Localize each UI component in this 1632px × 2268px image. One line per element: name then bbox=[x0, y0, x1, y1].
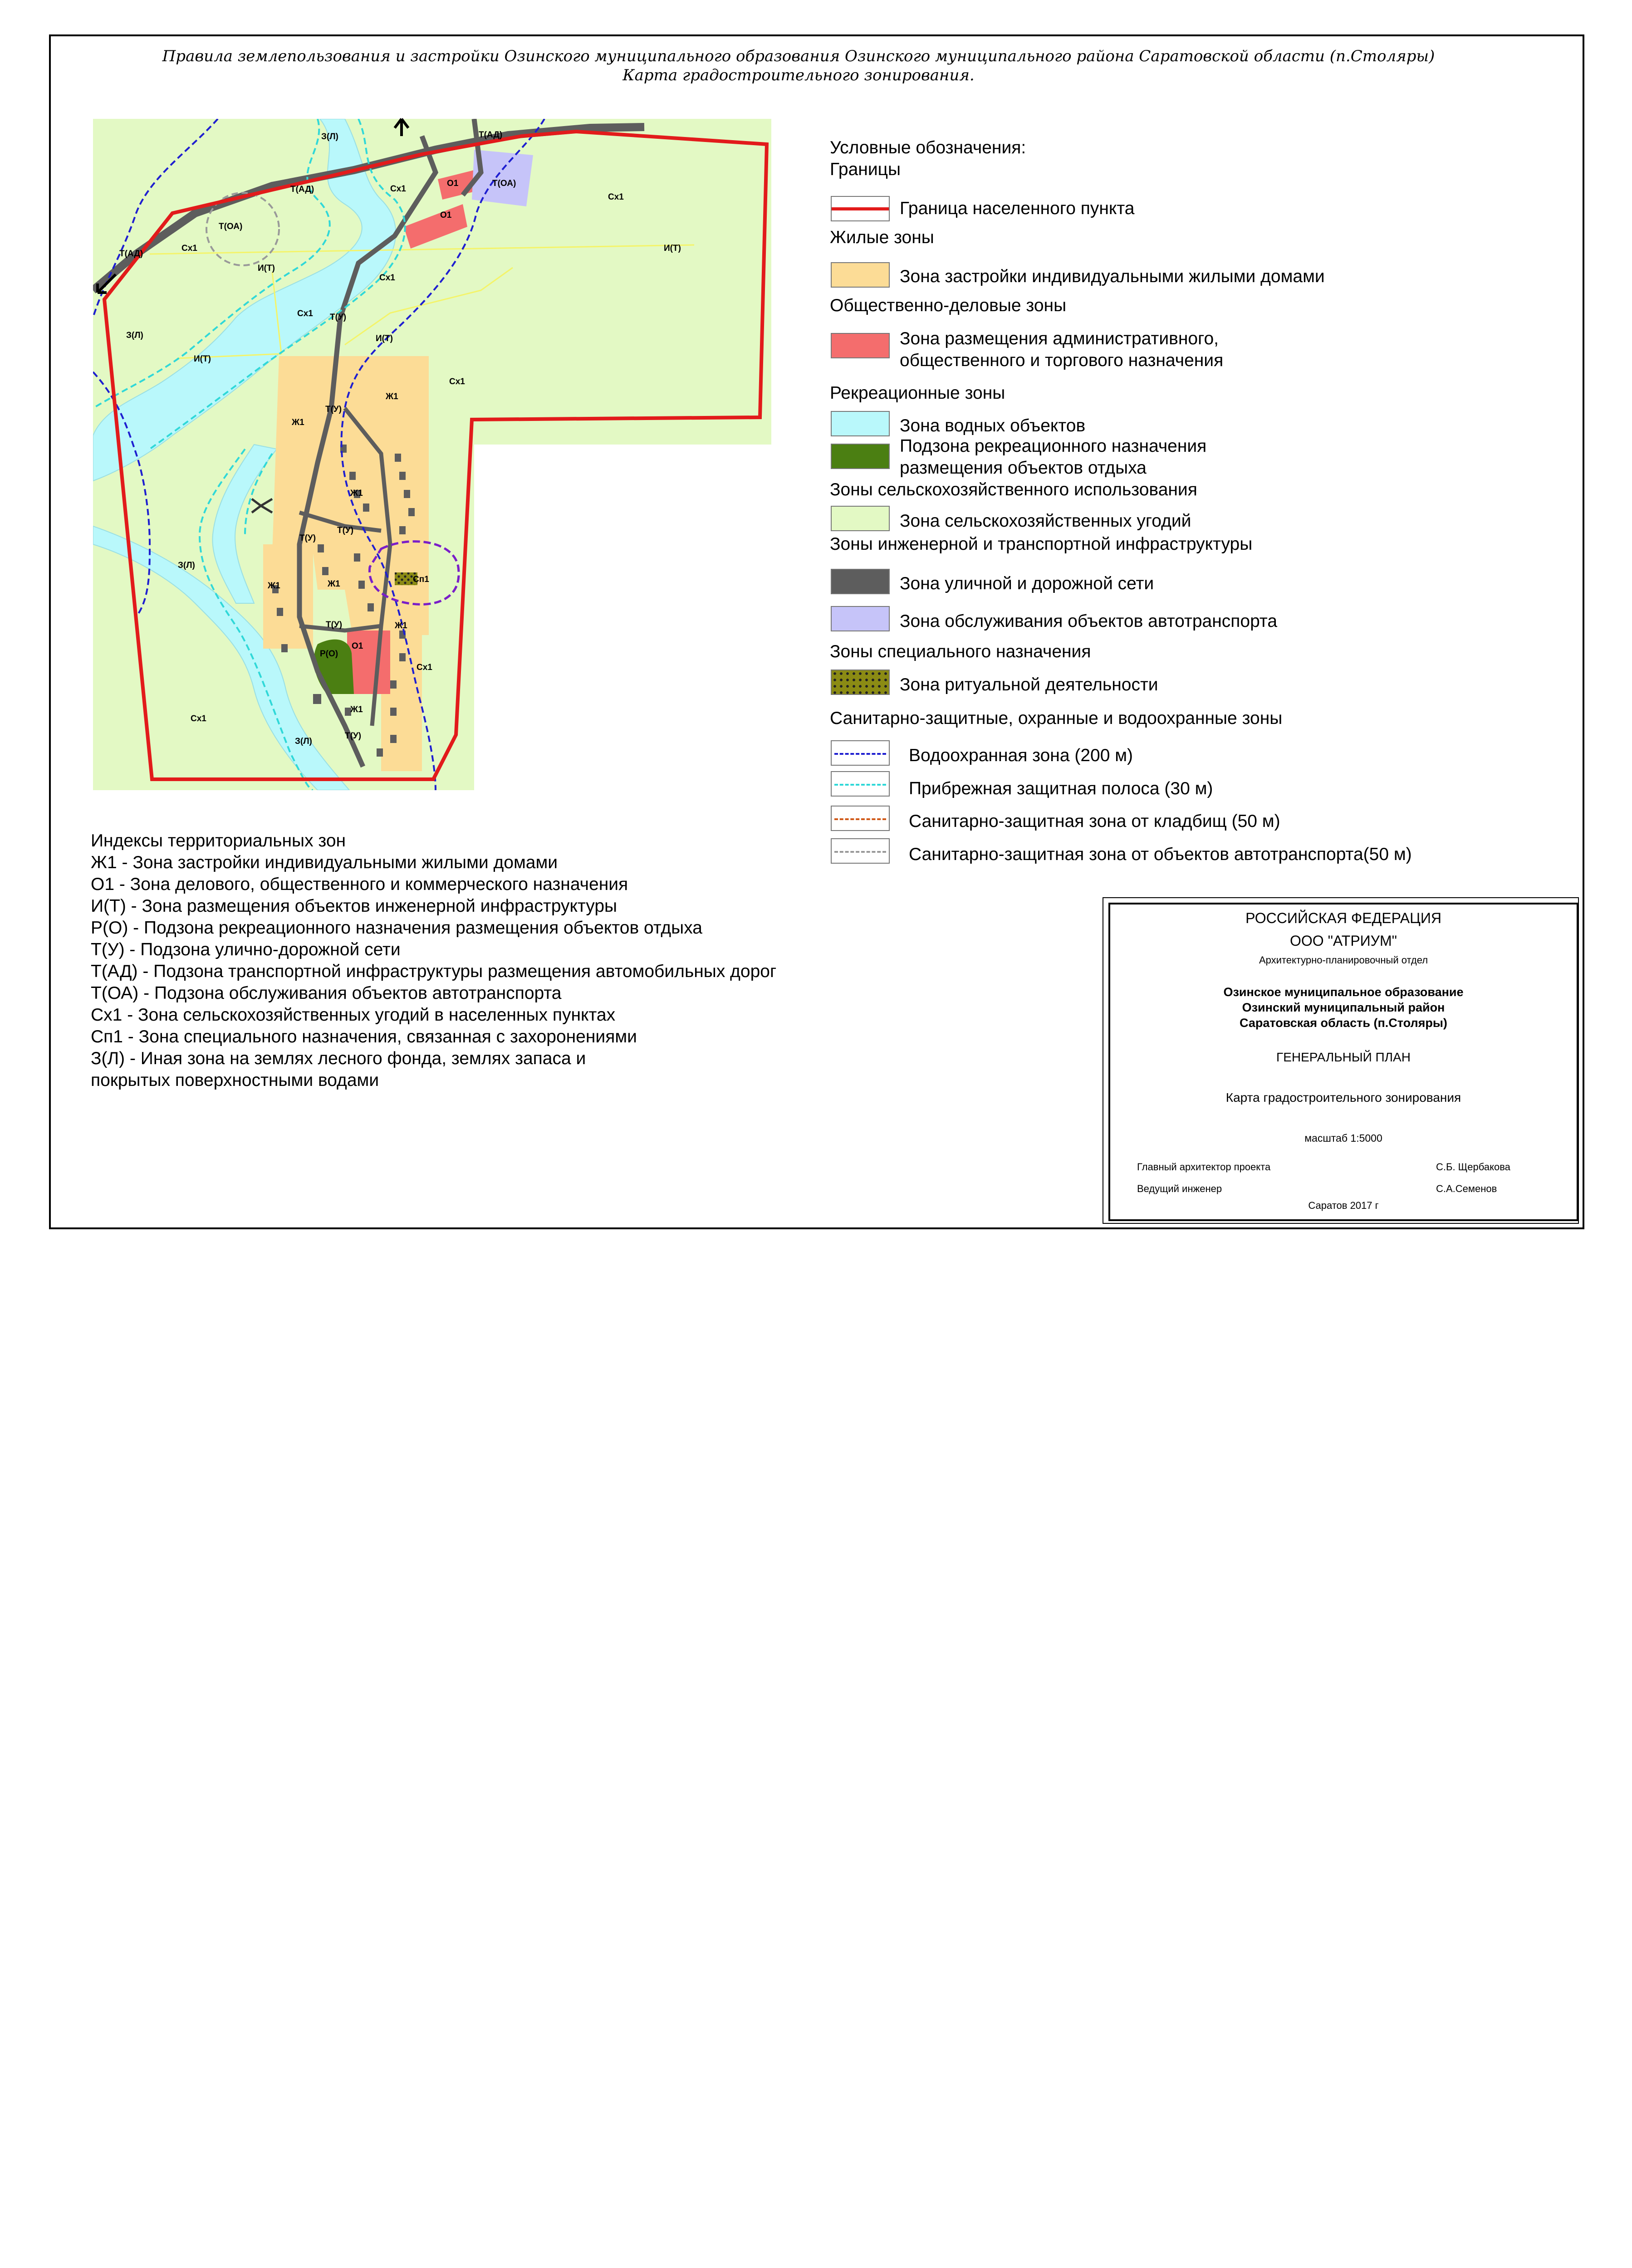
map-label-ta: Т(АД) bbox=[290, 185, 314, 194]
legend-swatch-water-protection bbox=[831, 740, 890, 766]
map-label-tu: Т(У) bbox=[325, 405, 342, 414]
map-label-it: И(Т) bbox=[258, 264, 275, 273]
map-label-sx: Сх1 bbox=[181, 244, 197, 253]
legend-item-auto: Зона обслуживания объектов автотранспорта bbox=[900, 611, 1278, 631]
stamp-mo-line3: Саратовская область (п.Столяры) bbox=[1240, 1016, 1447, 1030]
map-label-tu: Т(У) bbox=[345, 731, 362, 741]
stamp-org: ООО "АТРИУМ" bbox=[1290, 933, 1397, 949]
map-label-zh: Ж1 bbox=[350, 705, 363, 714]
legend-item-coastal: Прибрежная защитная полоса (30 м) bbox=[909, 779, 1213, 798]
map-label-zh: Ж1 bbox=[350, 489, 363, 498]
map-label-ro: Р(О) bbox=[320, 649, 338, 659]
legend-swatch-cemetery bbox=[831, 806, 890, 831]
legend-swatch-agri bbox=[831, 506, 890, 531]
legend-item-recreation-line1: Подзона рекреационного назначения bbox=[900, 436, 1207, 456]
legend-section-residential: Жилые зоны bbox=[830, 228, 934, 247]
map-label-it: И(Т) bbox=[376, 334, 393, 343]
map-label-zh: Ж1 bbox=[328, 579, 340, 589]
map-label-o1: О1 bbox=[447, 179, 459, 188]
legend-section-protect: Санитарно-защитные, охранные и водоохранные зоны bbox=[830, 709, 1283, 728]
legend-item-agri: Зона сельскохозяйственных угодий bbox=[900, 511, 1191, 531]
legend-item-ritual: Зона ритуальной деятельности bbox=[900, 675, 1158, 694]
index-line: Р(О) - Подзона рекреационного назначения размещения объектов отдыха bbox=[91, 918, 702, 938]
legend-swatch-coastal bbox=[831, 771, 890, 797]
stamp-role-2: Ведущий инженер bbox=[1137, 1183, 1222, 1194]
legend-section-agri: Зоны сельскохозяйственного использования bbox=[830, 480, 1197, 499]
map-label-zl: З(Л) bbox=[178, 561, 195, 570]
stamp-country: РОССИЙСКАЯ ФЕДЕРАЦИЯ bbox=[1245, 910, 1441, 926]
legend-item-water-protection: Водоохранная зона (200 м) bbox=[909, 746, 1133, 765]
legend-swatch-street bbox=[831, 569, 890, 594]
map-label-zh: Ж1 bbox=[268, 581, 280, 591]
legend-section-special: Зоны специального назначения bbox=[830, 642, 1091, 661]
index-line: покрытых поверхностными водами bbox=[91, 1070, 379, 1090]
map-label-ta: Т(АД) bbox=[119, 249, 143, 259]
legend-section-recreation: Рекреационные зоны bbox=[830, 383, 1005, 403]
indexes-title: Индексы территориальных зон bbox=[91, 831, 346, 850]
map-label-sx: Сх1 bbox=[449, 377, 465, 386]
map-label-zh: Ж1 bbox=[395, 621, 407, 631]
map-label-toa: Т(ОА) bbox=[492, 179, 516, 188]
map-label-sx: Сх1 bbox=[379, 273, 395, 283]
legend-swatch-auto-protection bbox=[831, 838, 890, 864]
legend-swatch-public bbox=[831, 333, 890, 358]
index-line: З(Л) - Иная зона на землях лесного фонда, землях запаса и bbox=[91, 1049, 586, 1068]
map-label-sx: Сх1 bbox=[608, 192, 624, 202]
map-label-sx: Сх1 bbox=[191, 714, 206, 723]
index-line: Т(У) - Подзона улично-дорожной сети bbox=[91, 940, 401, 959]
map-label-sx: Сх1 bbox=[390, 184, 406, 194]
index-line: О1 - Зона делового, общественного и коммерческого назначения bbox=[91, 875, 628, 894]
map-label-ta: Т(АД) bbox=[479, 130, 503, 140]
index-line: Ж1 - Зона застройки индивидуальными жилыми домами bbox=[91, 853, 558, 872]
map-label-tu: Т(У) bbox=[337, 526, 354, 535]
public-zone-3 bbox=[347, 631, 390, 694]
legend-swatch-water bbox=[831, 411, 890, 436]
legend-swatch-boundary bbox=[831, 196, 890, 221]
legend-section-public: Общественно-деловые зоны bbox=[830, 296, 1067, 315]
map-label-zl: З(Л) bbox=[295, 737, 312, 746]
index-line: Т(АД) - Подзона транспортной инфраструктуры размещения автомобильных дорог bbox=[91, 962, 777, 981]
stamp-mo-line2: Озинский муниципальный район bbox=[1242, 1001, 1445, 1014]
legend-item-water: Зона водных объектов bbox=[900, 416, 1086, 435]
stamp-name-1: С.Б. Щербакова bbox=[1436, 1161, 1510, 1173]
legend-item-boundary: Граница населенного пункта bbox=[900, 199, 1135, 218]
legend-item-residential: Зона застройки индивидуальными жилыми домами bbox=[900, 267, 1325, 286]
header-title-line2: Карта градостроительного зонирования. bbox=[622, 66, 975, 84]
map-label-o1: О1 bbox=[440, 210, 452, 220]
stamp-map-name: Карта градостроительного зонирования bbox=[1225, 1090, 1461, 1105]
legend-item-public-line1: Зона размещения административного, bbox=[900, 329, 1219, 348]
map-label-zh: Ж1 bbox=[386, 392, 398, 401]
map-label-it: И(Т) bbox=[664, 244, 681, 253]
legend-item-auto-protection: Санитарно-защитная зона от объектов автотранспорта(50 м) bbox=[909, 845, 1412, 864]
map-label-it: И(Т) bbox=[194, 354, 211, 364]
header-title-line1: Правила землепользования и застройки Озинского муниципального образования Озинского муниципального района Саратовской области (п.Столяры) bbox=[162, 47, 1435, 65]
map-label-zh: Ж1 bbox=[292, 418, 304, 427]
legend-section-infra: Зоны инженерной и транспортной инфраструктуры bbox=[830, 534, 1253, 554]
map-label-sx: Сх1 bbox=[417, 663, 432, 672]
legend-swatch-ritual bbox=[831, 670, 890, 695]
legend-title: Условные обозначения: bbox=[830, 138, 1026, 157]
legend-item-cemetery: Санитарно-защитная зона от кладбищ (50 м) bbox=[909, 811, 1280, 831]
index-line: Сп1 - Зона специального назначения, связанная с захоронениями bbox=[91, 1027, 637, 1046]
legend-swatch-auto bbox=[831, 606, 890, 631]
stamp-dept: Архитектурно-планировочный отдел bbox=[1259, 954, 1428, 966]
stamp-plan: ГЕНЕРАЛЬНЫЙ ПЛАН bbox=[1276, 1050, 1411, 1064]
legend-swatch-residential bbox=[831, 262, 890, 288]
stamp-mo-line1: Озинское муниципальное образование bbox=[1223, 985, 1464, 999]
map-label-toa: Т(ОА) bbox=[219, 222, 243, 231]
legend-item-recreation-line2: размещения объектов отдыха bbox=[900, 458, 1147, 478]
map-label-tu: Т(У) bbox=[299, 533, 316, 543]
map-label-tu: Т(У) bbox=[330, 313, 347, 322]
map-label-o1: О1 bbox=[352, 641, 363, 651]
index-line: Сх1 - Зона сельскохозяйственных угодий в населенных пунктах bbox=[91, 1005, 616, 1025]
map-label-zl: З(Л) bbox=[126, 331, 143, 340]
legend-item-street: Зона уличной и дорожной сети bbox=[900, 574, 1154, 593]
index-line: И(Т) - Зона размещения объектов инженерной инфраструктуры bbox=[91, 896, 618, 916]
stamp-name-2: С.А.Семенов bbox=[1436, 1183, 1497, 1194]
stamp-city-year: Саратов 2017 г bbox=[1308, 1200, 1379, 1211]
legend-swatch-recreation bbox=[831, 444, 890, 469]
map-label-sp: Сп1 bbox=[413, 575, 429, 584]
map-label-sx: Сх1 bbox=[297, 309, 313, 318]
stamp-role-1: Главный архитектор проекта bbox=[1137, 1161, 1271, 1173]
legend-section-borders: Границы bbox=[830, 160, 901, 179]
map-label-tu: Т(У) bbox=[326, 620, 343, 630]
map-label-zl: З(Л) bbox=[321, 132, 338, 142]
stamp-scale: масштаб 1:5000 bbox=[1304, 1132, 1382, 1144]
legend-item-public-line2: общественного и торгового назначения bbox=[900, 351, 1224, 370]
index-line: Т(ОА) - Подзона обслуживания объектов автотранспорта bbox=[91, 983, 562, 1003]
